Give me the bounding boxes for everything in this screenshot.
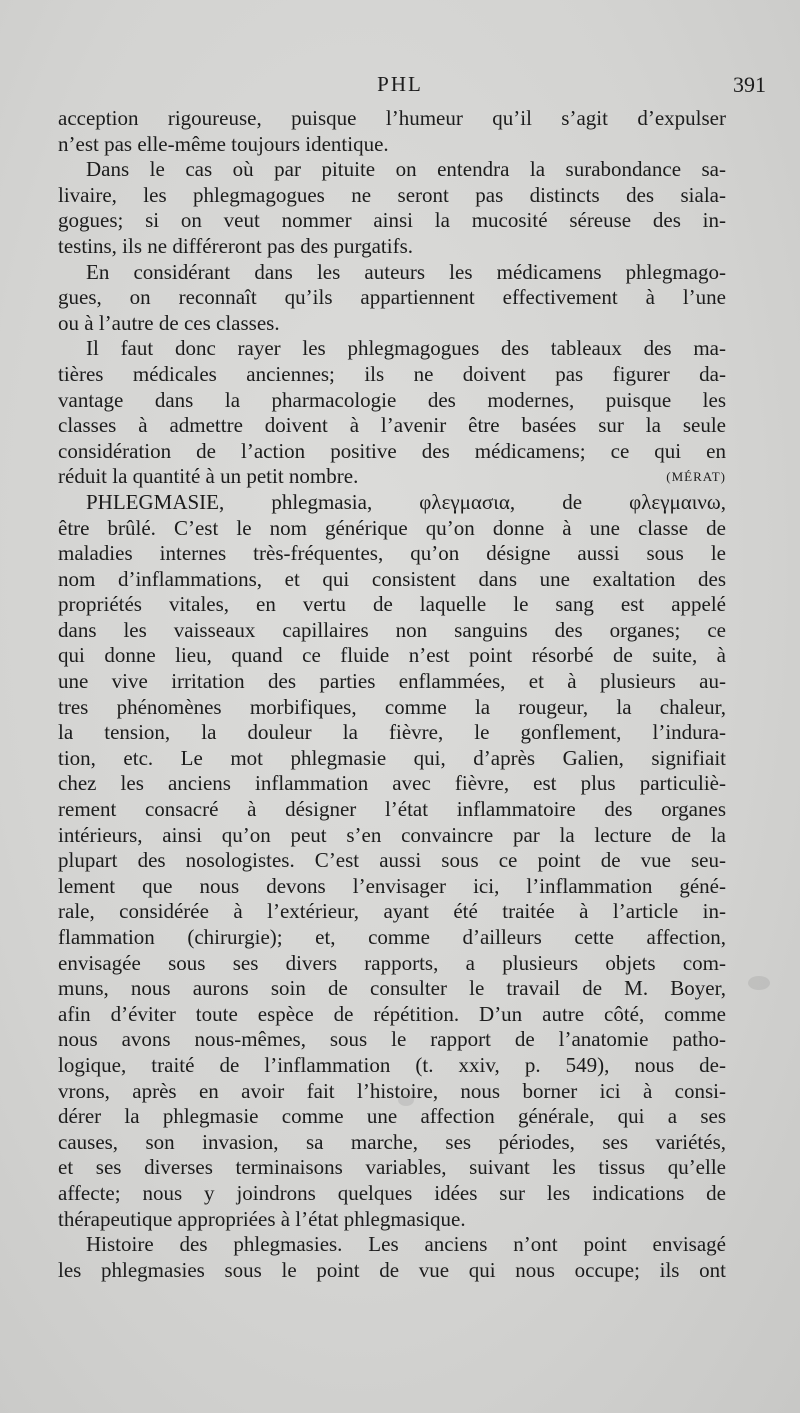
text-line: [58, 157, 726, 183]
text-line-content: classes à admettre doivent à l’avenir être basées sur la seule: [58, 413, 726, 438]
body-text: [58, 106, 726, 1283]
text-line-content: rale, considérée à l’extérieur, ayant été traitée à l’article in-: [58, 899, 726, 924]
text-line: [58, 567, 726, 593]
text-line: [58, 720, 726, 746]
text-line-content: acception rigoureuse, puisque l’humeur qu’il s’agit d’expulser: [58, 106, 726, 130]
text-line: [58, 439, 726, 465]
text-line-content: logique, traité de l’inflammation (t. xxiv, p. 549), nous de-: [58, 1052, 726, 1077]
text-line-content: nom d’inflammations, et qui consistent dans une exaltation des: [58, 566, 726, 591]
text-line-content: la tension, la douleur la fièvre, le gonflement, l’indura-: [58, 720, 726, 745]
text-line-content: qui donne lieu, quand ce fluide n’est point résorbé de suite, à: [58, 643, 726, 668]
text-line: [58, 771, 726, 797]
text-line: [58, 106, 726, 132]
text-line: [58, 490, 726, 516]
text-line-content: causes, son invasion, sa marche, ses périodes, ses variétés,: [58, 1129, 726, 1154]
text-line-content: lement que nous devons l’envisager ici, l’inflammation géné-: [58, 873, 726, 898]
text-line-content: PHLEGMASIE, phlegmasia, φλεγμασια, de φλεγμαινω,: [86, 489, 726, 514]
text-line-content: Dans le cas où par pituite on entendra la surabondance sa-: [86, 157, 726, 182]
text-line-content: dérer la phlegmasie comme une affection générale, qui a ses: [58, 1104, 726, 1129]
text-line-content: flammation (chirurgie); et, comme d’ailleurs cette affection,: [58, 925, 726, 949]
text-line-content: intérieurs, ainsi qu’on peut s’en convaincre par la lecture de la: [58, 822, 726, 847]
text-line-content: envisagée sous ses divers rapports, a plusieurs objets com-: [58, 950, 726, 975]
text-line: [58, 183, 726, 209]
text-line-content: nous avons nous-mêmes, sous le rapport de l’anatomie patho-: [58, 1027, 726, 1052]
text-line-content: ou à l’autre de ces classes.: [58, 310, 280, 335]
text-line-content: gues, on reconnaît qu’ils appartiennent effectivement à l’une: [58, 285, 726, 310]
text-line: [58, 260, 726, 286]
text-line: [58, 797, 726, 823]
text-line-content: considération de l’action positive des médicamens; ce qui en: [58, 438, 726, 463]
text-line-content: propriétés vitales, en vertu de laquelle le sang est appelé: [58, 592, 726, 617]
text-line-content: tres phénomènes morbifiques, comme la rougeur, la chaleur,: [58, 694, 726, 719]
text-line-content: vrons, après en avoir fait l’histoire, nous borner ici à consi-: [58, 1078, 726, 1103]
text-line: [58, 669, 726, 695]
page-number: 391: [733, 72, 766, 97]
text-line-content: Il faut donc rayer les phlegmagogues des tableaux des ma-: [86, 336, 726, 361]
text-line: [58, 951, 726, 977]
text-line: [58, 1232, 726, 1258]
text-line: [58, 285, 726, 311]
text-line-content: vantage dans la pharmacologie des modernes, puisque les: [58, 387, 726, 412]
text-line-content: chez les anciens inflammation avec fièvre, est plus particuliè-: [58, 771, 726, 796]
text-line: [58, 643, 726, 669]
text-line-content: réduit la quantité à un petit nombre.: [58, 464, 359, 489]
text-line: [58, 592, 726, 618]
text-line-content: testins, ils ne différeront pas des purgatifs.: [58, 233, 413, 258]
text-line-content: affecte; nous y joindrons quelques idées sur les indications de: [58, 1180, 726, 1205]
text-line: [58, 746, 726, 772]
text-line-content: muns, nous aurons soin de consulter le travail de M. Boyer,: [58, 976, 726, 1001]
author-signature: (MÉRAT): [666, 469, 726, 485]
text-line-content: gogues; si on veut nommer ainsi la mucosité séreuse des in-: [58, 208, 726, 233]
text-line-content: plupart des nosologistes. C’est aussi sous ce point de vue seu-: [58, 848, 726, 873]
text-line: [58, 1258, 726, 1284]
text-line-content: maladies internes très-fréquentes, qu’on désigne aussi sous le: [58, 541, 726, 566]
text-line-content: n’est pas elle-même toujours identique.: [58, 131, 389, 156]
text-line: [58, 464, 726, 490]
text-line: [58, 336, 726, 362]
text-line-content: En considérant dans les auteurs les médicamens phlegmago-: [86, 259, 726, 284]
text-line-content: Histoire des phlegmasies. Les anciens n’ont point envisagé: [86, 1232, 726, 1257]
text-line: [58, 208, 726, 234]
text-line: [58, 925, 726, 951]
text-line-content: les phlegmasies sous le point de vue qui nous occupe; ils ont: [58, 1257, 726, 1282]
text-line: [58, 1155, 726, 1181]
text-line-content: et ses diverses terminaisons variables, suivant les tissus qu’elle: [58, 1155, 726, 1180]
text-line: [58, 541, 726, 567]
text-line: [58, 874, 726, 900]
running-head: [0, 72, 800, 106]
text-line-content: dans les vaisseaux capillaires non sanguins des organes; ce: [58, 617, 726, 642]
text-line: [58, 1079, 726, 1105]
text-line-content: livaire, les phlegmagogues ne seront pas distincts des siala-: [58, 182, 726, 207]
text-line: [58, 1207, 726, 1233]
text-line: [58, 976, 726, 1002]
text-line: [58, 362, 726, 388]
text-line-content: thérapeutique appropriées à l’état phlegmasique.: [58, 1206, 466, 1231]
text-line: [58, 1130, 726, 1156]
text-line-content: tion, etc. Le mot phlegmasie qui, d’après Galien, signifiait: [58, 745, 726, 770]
text-line: [58, 234, 726, 260]
text-line: [58, 823, 726, 849]
text-line: [58, 388, 726, 414]
text-line: [58, 848, 726, 874]
text-line: [58, 516, 726, 542]
text-line-content: tières médicales anciennes; ils ne doivent pas figurer da-: [58, 361, 726, 386]
text-line: [58, 618, 726, 644]
text-line: [58, 1002, 726, 1028]
text-line: [58, 311, 726, 337]
text-line-content: être brûlé. C’est le nom générique qu’on donne à une classe de: [58, 515, 726, 540]
text-line: [58, 1181, 726, 1207]
text-line-content: afin d’éviter toute espèce de répétition. D’un autre côté, comme: [58, 1001, 726, 1026]
ink-smudge: [398, 1094, 414, 1106]
text-line-content: une vive irritation des parties enflammées, et à plusieurs au-: [58, 669, 726, 694]
ink-smudge: [748, 976, 770, 990]
text-line: [58, 413, 726, 439]
running-head-title: PHL: [377, 72, 423, 96]
text-line-content: rement consacré à désigner l’état inflammatoire des organes: [58, 797, 726, 822]
text-line: [58, 1104, 726, 1130]
text-line: [58, 132, 726, 158]
text-line: [58, 1053, 726, 1079]
text-line: [58, 899, 726, 925]
text-line: [58, 1027, 726, 1053]
text-line: [58, 695, 726, 721]
